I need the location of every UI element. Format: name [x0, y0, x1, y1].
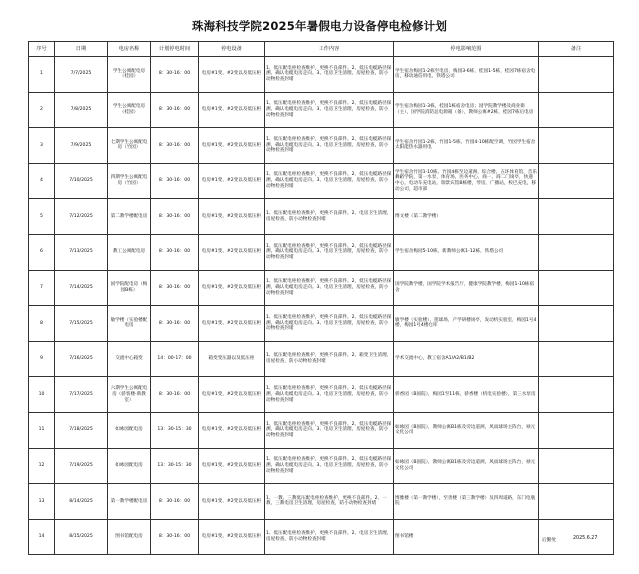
cell-time: 8：30-16：00 [151, 270, 199, 306]
cell-no: 12 [29, 448, 55, 484]
table-row [29, 341, 614, 377]
cell-scope: 学术交流中心，教工宿舍A1/A2/B1/B2 [394, 341, 539, 377]
cell-equipment: 电房#1变、#2变以及低压柜 [199, 92, 265, 128]
cell-room: 七期学生公寓配电房（竹园） [108, 128, 151, 164]
cell-date: 7/19/2025 [55, 448, 108, 484]
cell-scope: 图书馆楼 [394, 519, 539, 555]
cell-scope: 博雅楼（第一教学楼），至善楼（第三教学楼）及四周道路，东门电瓶院 [394, 484, 539, 520]
footer-date: 2025.6.27 [573, 536, 598, 541]
col-header-scope: 停电影响范围 [394, 42, 539, 57]
cell-remark [539, 234, 614, 270]
cell-work: 1、低压配电柜检查维护，更换不良部件。2、箱变卫生清理，房屋检查，防小动物检查封堵 [265, 341, 394, 377]
cell-date: 8/15/2025 [55, 519, 108, 555]
cell-equipment: 电房#1变、#2变以及低压柜 [199, 199, 265, 235]
cell-no: 9 [29, 341, 55, 377]
cell-room: 图书馆配电房 [108, 519, 151, 555]
cell-remark [539, 377, 614, 413]
cell-remark [539, 57, 614, 93]
cell-no: 11 [29, 412, 55, 448]
footer-department: 后勤处 [542, 538, 557, 543]
col-header-no: 序号 [29, 42, 55, 57]
cell-time: 13：30-15：30 [151, 448, 199, 484]
table-header-row [29, 42, 614, 57]
cell-room: 第一教学楼配电房 [108, 484, 151, 520]
cell-date: 8/14/2025 [55, 484, 108, 520]
cell-work: 1、低压配电柜检查维护，更换不良部件。2、低压电缆路径探测，确认电缆电房走向。3、电房卫生清理，房屋检查，防小动物检查封堵 [265, 306, 394, 342]
cell-date: 7/18/2025 [55, 412, 108, 448]
schedule-table [28, 41, 614, 555]
cell-scope: 学生宿舍梅园5-10栋，新教师公寓1-12栋，铁塔公司 [394, 234, 539, 270]
cell-no: 8 [29, 306, 55, 342]
table-row [29, 519, 614, 555]
cell-work: 1、低压配电柜检查维护，更换不良部件。2、低压电缆路径探测，确认电缆电房走向。3、电房卫生清理，房屋检查，防小动物检查封堵 [265, 163, 394, 199]
cell-scope: 如咏园（B国院），教师公寓B1栋及旁边道洲，风雨球场主阵台，禄元文化公司 [394, 412, 539, 448]
cell-no: 2 [29, 92, 55, 128]
cell-equipment: 箱变变压器以及低压柜 [199, 341, 265, 377]
cell-work: 1、低压配电柜检查维护，更换不良部件。2、低压电缆路径探测，确认电缆电房走向。3、电房卫生清理，房屋检查，防小动物检查封堵 [265, 448, 394, 484]
table-row [29, 163, 614, 199]
cell-remark [539, 306, 614, 342]
cell-work: 1、低压配电柜检查维护，更换不良部件。2、电房卫生清理，房屋检查，防小动物检查封堵 [265, 519, 394, 555]
table-row [29, 270, 614, 306]
cell-remark [539, 270, 614, 306]
col-header-time: 计划停电时间 [151, 42, 199, 57]
table-row [29, 448, 614, 484]
cell-date: 7/8/2025 [55, 92, 108, 128]
cell-work: 1、一教、三教低压配电柜检查维护，更换不良部件。2、一教、三教电房卫生清理，房屋检查，防小动物检查封堵 [265, 484, 394, 520]
col-header-room: 电房名称 [108, 42, 151, 57]
cell-work: 1、低压配电柜检查维护，更换不良部件。2、低压电缆路径探测，确认电缆电房走向。3、电房卫生清理，房屋检查，防小动物检查封堵 [265, 57, 394, 93]
cell-date: 7/12/2025 [55, 199, 108, 235]
document-title: 珠海科技学院2025年暑假电力设备停电检修计划 [191, 19, 448, 33]
cell-remark [539, 341, 614, 377]
cell-room: 第二教学楼配电房 [108, 199, 151, 235]
cell-date: 7/16/2025 [55, 341, 108, 377]
cell-no: 6 [29, 234, 55, 270]
cell-equipment: 电房#1变、#2变以及低压柜 [199, 57, 265, 93]
cell-time: 8：30-16：00 [151, 306, 199, 342]
cell-time: 13：30-15：30 [151, 412, 199, 448]
cell-work: 1、低压配电柜检查维护，更换不良部件。2、电房卫生清理，房屋检查，防小动物检查封堵 [265, 199, 394, 235]
col-header-work: 工作内容 [265, 42, 394, 57]
col-header-remark: 备注 [539, 42, 614, 57]
cell-scope: 敏学楼（实验楼），莲球场，产学研楼岗亭，发动机实验室，梅园1号4楼，梅园1号4楼仓库 [394, 306, 539, 342]
cell-scope: 学生宿舍竹园1-10栋，竹园4栋至边道洲，综合楼，五环体育馆，音乐舞蹈学院，第一水泵，体育场，医务中心，商一、商二门岗亭，快递中心，电动车充电站，瑞景宾馆B栋楼，琴房，广播站，校巴充电，移动公司，超市部 [394, 163, 539, 199]
cell-date: 7/17/2025 [55, 377, 108, 413]
cell-equipment: 电房#1变、#2变以及低压柜 [199, 306, 265, 342]
cell-date: 7/13/2025 [55, 234, 108, 270]
cell-equipment: 电房#1变、#2变以及低压柜 [199, 448, 265, 484]
cell-time: 8：30-16：00 [151, 92, 199, 128]
cell-room: 如咏园配电房 [108, 448, 151, 484]
cell-equipment: 电房#1变、#2变以及低压柜 [199, 163, 265, 199]
col-header-equipment: 停电设备 [199, 42, 265, 57]
cell-time: 8：30-16：00 [151, 377, 199, 413]
col-header-date: 日期 [55, 42, 108, 57]
cell-date: 7/15/2025 [55, 306, 108, 342]
cell-remark [539, 163, 614, 199]
cell-time: 8：30-16：00 [151, 57, 199, 93]
table-row [29, 234, 614, 270]
cell-date: 7/7/2025 [55, 57, 108, 93]
cell-date: 7/14/2025 [55, 270, 108, 306]
cell-scope: 如咏园（B国院），教师公寓B1栋及旁边道洲，风雨球场主阵台，禄元文化公司 [394, 448, 539, 484]
cell-remark [539, 199, 614, 235]
cell-time: 8：30-16：00 [151, 163, 199, 199]
cell-scope: 博文楼（第二教学楼） [394, 199, 539, 235]
table-row [29, 199, 614, 235]
table-row [29, 57, 614, 93]
cell-time: 8：30-16：00 [151, 234, 199, 270]
cell-time: 8：30-16：00 [151, 199, 199, 235]
cell-room: 学生公寓配电房（桂园） [108, 92, 151, 128]
cell-remark [539, 92, 614, 128]
cell-work: 1、低压配电柜检查维护，更换不良部件。2、低压电缆路径探测，确认电缆电房走向。3、电房卫生清理，房屋检查，防小动物检查封堵 [265, 412, 394, 448]
table-row [29, 92, 614, 128]
cell-time: 8：30-16：00 [151, 128, 199, 164]
cell-scope: 学生宿舍梅园1-2栋至电房，梅园3-6栋，桂园1-5栋，桂园7栋宿舍电房，移动通信用电，铁塔公司 [394, 57, 539, 93]
cell-work: 1、低压配电柜检查维护，更换不良部件。2、低压电缆路径探测，确认电缆电房走向。3、电房卫生清理，房屋检查，防小动物检查封堵 [265, 92, 394, 128]
cell-room: 学生公寓配电房（桂园） [108, 57, 151, 93]
cell-no: 1 [29, 57, 55, 93]
cell-scope: 骄香园（B国院），梅园1至11栋，骄香楼（机电实验楼），第三水泵房 [394, 377, 539, 413]
cell-room: 四期学生公寓配电房（竹园） [108, 163, 151, 199]
cell-no: 4 [29, 163, 55, 199]
cell-room: 六期学生公寓配电房（骄客楼-新教室） [108, 377, 151, 413]
cell-no: 5 [29, 199, 55, 235]
cell-room: 教工公寓配电房 [108, 234, 151, 270]
cell-equipment: 电房#1变、#2变以及低压柜 [199, 377, 265, 413]
cell-equipment: 电房#1变、#2变以及低压柜 [199, 234, 265, 270]
cell-equipment: 电房#1变、#2变以及低压柜 [199, 484, 265, 520]
cell-room: 交流中心箱变 [108, 341, 151, 377]
cell-no: 7 [29, 270, 55, 306]
cell-time: 8：30-16：00 [151, 484, 199, 520]
cell-equipment: 电房#1变、#2变以及低压柜 [199, 412, 265, 448]
cell-work: 1、低压配电柜检查维护，更换不良部件。2、低压电缆路径探测，确认电缆电房走向。3、电房卫生清理，房屋检查，防小动物检查封堵 [265, 234, 394, 270]
cell-work: 1、低压配电柜检查维护，更换不良部件。2、低压电缆路径探测，确认电缆电房走向。3、电房卫生清理，房屋检查，防小动物检查封堵 [265, 128, 394, 164]
cell-remark [539, 484, 614, 520]
table-row [29, 128, 614, 164]
cell-no: 10 [29, 377, 55, 413]
cell-remark [539, 448, 614, 484]
cell-no: 14 [29, 519, 55, 555]
cell-room: 国学院配电房（梅园B栋） [108, 270, 151, 306]
cell-no: 13 [29, 484, 55, 520]
cell-remark [539, 412, 614, 448]
cell-date: 7/9/2025 [55, 128, 108, 164]
cell-scope: 学生宿舍梅园1-3栋，桂园1栋宿舍电房；园学院教学楼及商业街（主），国学院消防总电源箱（备），教师公寓#2栋，桂园7栋后电房 [394, 92, 539, 128]
cell-remark [539, 128, 614, 164]
table-row [29, 306, 614, 342]
cell-room: 敏学楼（实验楼配电房 [108, 306, 151, 342]
cell-equipment: 电房#1变、#2变以及低压柜 [199, 519, 265, 555]
cell-work: 1、低压配电柜检查维护，更换不良部件。2、低压电缆路径探测，确认电缆电房走向。3、电房卫生清理，房屋检查，防小动物检查封堵 [265, 377, 394, 413]
cell-scope: 国学院教学楼，国学院学术报告厅，健康学院教学楼，梅园1-10栋宿舍 [394, 270, 539, 306]
cell-no: 3 [29, 128, 55, 164]
cell-time: 8：30-16：00 [151, 519, 199, 555]
cell-time: 14：00-17：00 [151, 341, 199, 377]
cell-date: 7/10/2025 [55, 163, 108, 199]
cell-equipment: 电房#1变、#2变以及低压柜 [199, 128, 265, 164]
cell-equipment: 电房#1变、#2变以及低压柜 [199, 270, 265, 306]
cell-work: 1、低压配电柜检查维护，更换不良部件。2、低压电缆路径探测，确认电缆电房走向。3、电房卫生清理，房屋检查，防小动物检查封堵 [265, 270, 394, 306]
table-row [29, 484, 614, 520]
table-row [29, 377, 614, 413]
cell-room: 如咏园配电房 [108, 412, 151, 448]
table-row [29, 412, 614, 448]
cell-scope: 学生宿舍竹园1-2栋，竹园1-5栋，竹园4-10栋配空调，竹园学生宿舍太阳能热水器用电 [394, 128, 539, 164]
